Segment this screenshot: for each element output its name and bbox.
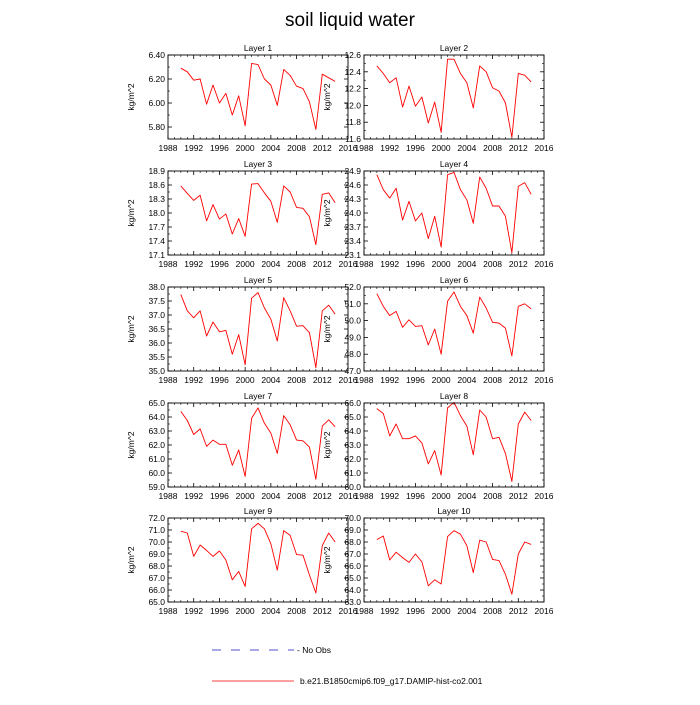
x-tick-label: 2016	[534, 259, 554, 269]
y-tick-label: 6.00	[148, 98, 165, 108]
x-tick-label: 2008	[483, 143, 503, 153]
y-tick-label: 71.0	[148, 525, 165, 535]
y-tick-label: 37.0	[148, 310, 165, 320]
y-tick-label: 47.0	[344, 366, 361, 376]
y-tick-label: 24.3	[344, 194, 361, 204]
x-tick-label: 2012	[508, 375, 528, 385]
x-tick-label: 2008	[287, 491, 307, 501]
x-tick-label: 1992	[380, 259, 400, 269]
x-tick-label: 1988	[158, 143, 178, 153]
y-tick-label: 12.0	[344, 100, 361, 111]
x-tick-label: 2004	[457, 259, 477, 269]
x-tick-label: 1988	[158, 375, 178, 385]
x-tick-label: 1996	[405, 606, 425, 616]
y-tick-label: 35.5	[148, 352, 165, 362]
x-tick-label: 1992	[380, 606, 400, 616]
x-tick-label: 2012	[508, 606, 528, 616]
y-tick-label: 6.40	[148, 50, 165, 60]
x-tick-label: 2000	[235, 375, 255, 385]
x-tick-label: 2008	[287, 259, 307, 269]
x-tick-label: 2004	[261, 375, 281, 385]
y-tick-label: 51.0	[344, 298, 361, 309]
y-tick-label: 59.0	[148, 482, 165, 492]
y-tick-label: 68.0	[148, 561, 165, 571]
panel-title: Layer 7	[243, 391, 273, 401]
y-tick-label: 6.20	[148, 74, 165, 84]
y-axis-label: kg/m^2	[322, 431, 332, 459]
x-tick-label: 1992	[380, 375, 400, 385]
panel-title: Layer 9	[243, 506, 273, 516]
x-tick-label: 2004	[457, 375, 477, 385]
x-tick-label: 2008	[483, 375, 503, 385]
y-tick-label: 36.5	[148, 324, 165, 334]
y-tick-label: 18.3	[148, 194, 165, 204]
x-tick-label: 2016	[534, 375, 554, 385]
x-tick-label: 2016	[338, 606, 358, 616]
y-tick-label: 12.6	[344, 50, 361, 60]
x-tick-label: 2016	[534, 606, 554, 616]
x-tick-label: 2008	[483, 606, 503, 616]
x-tick-label: 2016	[338, 143, 358, 153]
x-tick-label: 2000	[431, 375, 451, 385]
y-tick-label: 50.0	[344, 315, 361, 326]
x-tick-label: 2000	[235, 259, 255, 269]
panel-title: Layer 5	[243, 275, 273, 285]
panel-layer-10	[322, 506, 554, 616]
panel-layer-8	[322, 391, 554, 501]
y-tick-label: 60.0	[148, 468, 165, 478]
y-tick-label: 69.0	[148, 549, 165, 559]
legend	[212, 645, 483, 686]
x-tick-label: 2008	[483, 259, 503, 269]
series-line	[377, 172, 531, 252]
x-tick-label: 2004	[261, 606, 281, 616]
x-tick-label: 1988	[354, 143, 374, 153]
y-tick-label: 5.80	[148, 122, 165, 132]
x-tick-label: 2012	[508, 491, 528, 501]
panel-layer-6	[322, 275, 554, 385]
plot-frame	[364, 171, 544, 255]
x-tick-label: 1996	[405, 259, 425, 269]
y-tick-label: 64.0	[344, 426, 361, 436]
y-tick-label: 64.0	[148, 412, 165, 422]
x-tick-label: 1996	[209, 491, 229, 501]
y-tick-label: 24.0	[344, 208, 361, 218]
x-tick-label: 2000	[431, 491, 451, 501]
y-tick-label: 65.0	[344, 573, 361, 583]
y-tick-label: 69.0	[344, 525, 361, 535]
x-tick-label: 2012	[312, 606, 332, 616]
series-line	[377, 402, 531, 481]
y-axis-label: kg/m^2	[322, 546, 332, 574]
y-axis-label: kg/m^2	[322, 83, 332, 111]
y-tick-label: 12.2	[344, 83, 361, 94]
legend-model-label: b.e21.B1850cmip6.f09_g17.DAMIP-hist-co2.001	[300, 676, 483, 686]
x-tick-label: 2012	[312, 491, 332, 501]
y-tick-label: 67.0	[344, 549, 361, 559]
x-tick-label: 1992	[184, 375, 204, 385]
y-tick-label: 66.0	[344, 398, 361, 408]
y-tick-label: 65.0	[148, 597, 165, 607]
x-tick-label: 1996	[405, 143, 425, 153]
panel-title: Layer 10	[437, 506, 471, 516]
y-tick-label: 60.0	[344, 482, 361, 492]
y-tick-label: 66.0	[344, 561, 361, 571]
y-tick-label: 62.0	[148, 440, 165, 450]
y-tick-label: 48.0	[344, 349, 361, 360]
x-tick-label: 2012	[312, 375, 332, 385]
x-tick-label: 2012	[312, 259, 332, 269]
x-tick-label: 2004	[261, 259, 281, 269]
plot-frame	[364, 287, 544, 371]
y-tick-label: 11.6	[345, 134, 361, 144]
y-tick-label: 11.8	[345, 117, 361, 128]
y-axis-label: kg/m^2	[126, 83, 136, 111]
y-tick-label: 12.4	[344, 66, 361, 77]
y-tick-label: 64.0	[344, 585, 361, 595]
x-tick-label: 2016	[338, 491, 358, 501]
x-tick-label: 2000	[431, 143, 451, 153]
x-tick-label: 2008	[287, 143, 307, 153]
y-tick-label: 37.5	[148, 296, 165, 306]
panel-layer-2	[322, 43, 554, 153]
x-tick-label: 2004	[261, 143, 281, 153]
plot-frame	[364, 403, 544, 487]
y-tick-label: 49.0	[344, 332, 361, 343]
x-tick-label: 1996	[209, 606, 229, 616]
panels	[126, 43, 554, 616]
x-tick-label: 2000	[235, 606, 255, 616]
panel-title: Layer 8	[439, 391, 469, 401]
legend-no-obs-label: - No Obs	[297, 645, 332, 655]
series-line	[377, 292, 531, 356]
plot-frame	[168, 518, 348, 602]
y-tick-label: 38.0	[148, 282, 165, 292]
y-axis-label: kg/m^2	[126, 315, 136, 343]
y-tick-label: 63.0	[344, 440, 361, 450]
y-axis-label: kg/m^2	[322, 199, 332, 227]
series-line	[377, 531, 531, 595]
y-axis-label: kg/m^2	[126, 546, 136, 574]
series-line	[181, 408, 335, 479]
x-tick-label: 1996	[209, 259, 229, 269]
x-tick-label: 2004	[261, 491, 281, 501]
series-line	[181, 523, 335, 593]
panel-title: Layer 6	[439, 275, 469, 285]
panel-layer-4	[322, 159, 554, 269]
y-tick-label: 18.6	[148, 180, 165, 190]
y-tick-label: 18.9	[148, 166, 165, 176]
y-tick-label: 65.0	[148, 398, 165, 408]
y-tick-label: 24.9	[344, 166, 361, 176]
panel-title: Layer 2	[439, 43, 469, 53]
panel-title: Layer 3	[243, 159, 273, 169]
plot-frame	[364, 55, 544, 139]
y-tick-label: 67.0	[148, 573, 165, 583]
x-tick-label: 2012	[312, 143, 332, 153]
y-tick-label: 35.0	[148, 366, 165, 376]
x-tick-label: 2016	[338, 259, 358, 269]
x-tick-label: 2012	[508, 143, 528, 153]
x-tick-label: 2012	[508, 259, 528, 269]
x-tick-label: 2008	[287, 606, 307, 616]
x-tick-label: 2000	[431, 606, 451, 616]
x-tick-label: 2000	[235, 491, 255, 501]
y-tick-label: 36.0	[148, 338, 165, 348]
x-tick-label: 2016	[534, 491, 554, 501]
y-tick-label: 63.0	[148, 426, 165, 436]
x-tick-label: 1988	[354, 491, 374, 501]
x-tick-label: 2004	[457, 143, 477, 153]
y-tick-label: 23.7	[344, 222, 361, 232]
x-tick-label: 1996	[405, 491, 425, 501]
y-tick-label: 17.7	[148, 222, 165, 232]
x-tick-label: 1988	[158, 606, 178, 616]
x-tick-label: 2016	[338, 375, 358, 385]
x-tick-label: 1988	[158, 491, 178, 501]
x-tick-label: 1992	[184, 606, 204, 616]
x-tick-label: 2008	[287, 375, 307, 385]
x-tick-label: 1996	[209, 375, 229, 385]
series-line	[181, 184, 335, 245]
series-line	[181, 293, 335, 368]
x-tick-label: 2004	[457, 491, 477, 501]
y-tick-label: 23.1	[344, 250, 361, 260]
y-tick-label: 18.0	[148, 208, 165, 218]
y-tick-label: 63.0	[344, 597, 361, 607]
y-tick-label: 17.1	[148, 250, 165, 260]
x-tick-label: 1992	[184, 491, 204, 501]
plot-frame	[168, 55, 348, 139]
x-tick-label: 2004	[457, 606, 477, 616]
y-tick-label: 66.0	[148, 585, 165, 595]
plot-frame	[168, 403, 348, 487]
y-tick-label: 72.0	[148, 513, 165, 523]
x-tick-label: 2000	[431, 259, 451, 269]
y-tick-label: 61.0	[148, 454, 165, 464]
x-tick-label: 1996	[405, 375, 425, 385]
figure-title: soil liquid water	[285, 10, 415, 31]
y-axis-label: kg/m^2	[126, 199, 136, 227]
y-tick-label: 61.0	[344, 468, 361, 478]
x-tick-label: 1996	[209, 143, 229, 153]
y-tick-label: 17.4	[148, 236, 165, 246]
y-tick-label: 65.0	[344, 412, 361, 422]
x-tick-label: 1988	[354, 606, 374, 616]
panel-title: Layer 1	[243, 43, 273, 53]
y-tick-label: 68.0	[344, 537, 361, 547]
y-tick-label: 24.6	[344, 180, 361, 190]
series-line	[377, 59, 531, 137]
x-tick-label: 2008	[483, 491, 503, 501]
x-tick-label: 2000	[235, 143, 255, 153]
x-tick-label: 1988	[354, 259, 374, 269]
series-line	[181, 63, 335, 129]
x-tick-label: 1988	[354, 375, 374, 385]
y-tick-label: 70.0	[344, 513, 361, 523]
x-tick-label: 1992	[380, 491, 400, 501]
y-tick-label: 70.0	[148, 537, 165, 547]
y-axis-label: kg/m^2	[126, 431, 136, 459]
x-tick-label: 1992	[184, 143, 204, 153]
y-axis-label: kg/m^2	[322, 315, 332, 343]
x-tick-label: 2016	[534, 143, 554, 153]
y-tick-label: 23.4	[344, 236, 361, 246]
plot-frame	[168, 287, 348, 371]
x-tick-label: 1988	[158, 259, 178, 269]
x-tick-label: 1992	[184, 259, 204, 269]
y-tick-label: 62.0	[344, 454, 361, 464]
y-tick-label: 52.0	[344, 282, 361, 292]
x-tick-label: 1992	[380, 143, 400, 153]
panel-title: Layer 4	[439, 159, 469, 169]
